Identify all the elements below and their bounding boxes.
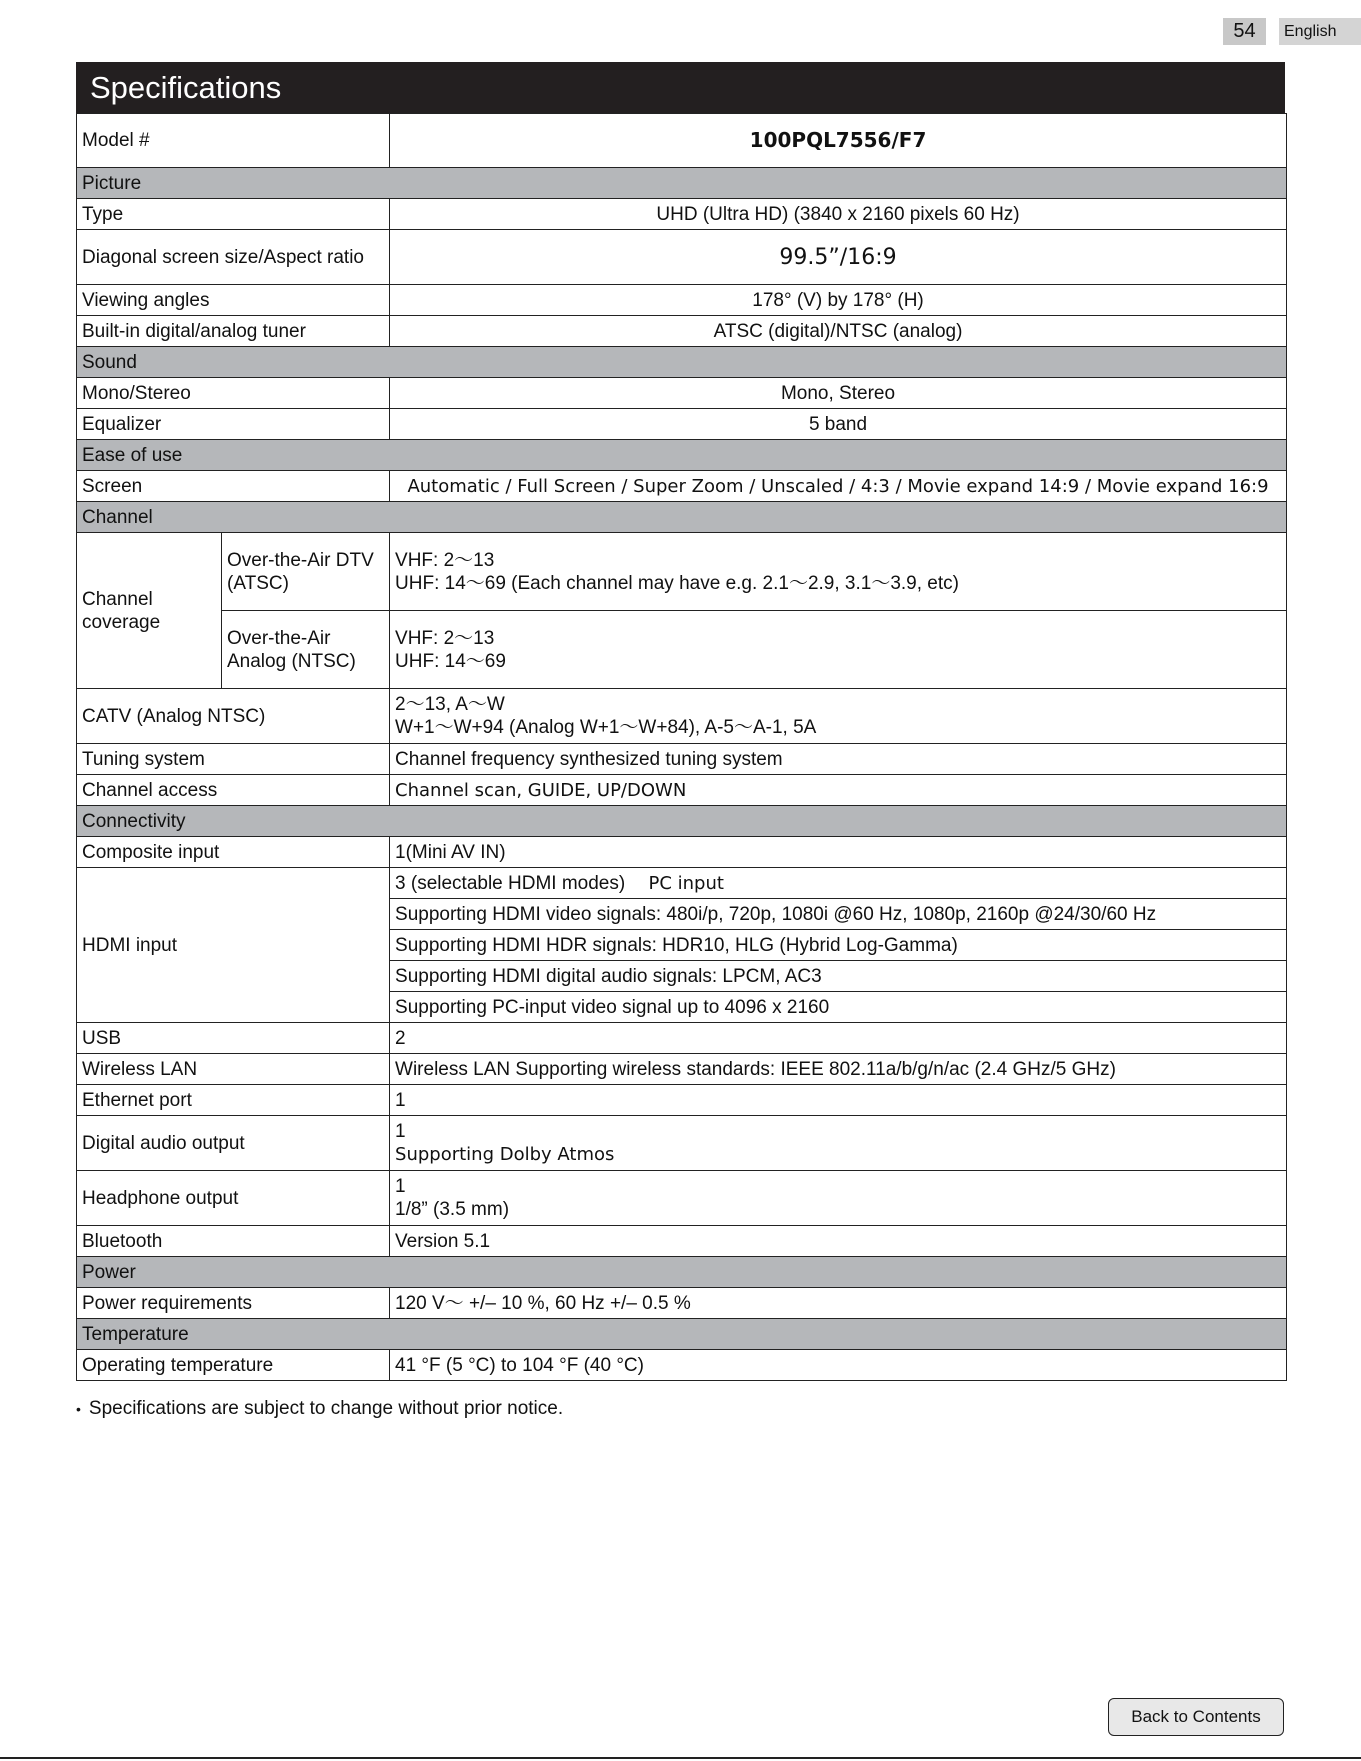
spec-label: Model # xyxy=(77,114,390,168)
section-header-channel: Channel xyxy=(77,502,1287,533)
value-line: 1 xyxy=(395,1176,406,1197)
value-line: VHF: 2～13 xyxy=(395,627,495,649)
section-header-ease-of-use: Ease of use xyxy=(77,440,1287,471)
table-row xyxy=(77,868,1287,899)
spec-label: Diagonal screen size/Aspect ratio xyxy=(77,230,390,285)
spec-label: CATV (Analog NTSC) xyxy=(77,689,390,744)
spec-label: Wireless LAN xyxy=(77,1054,390,1085)
spec-value: Wireless LAN Supporting wireless standards: IEEE 802.11a/b/g/n/ac (2.4 GHz/5 GHz) xyxy=(390,1054,1287,1085)
spec-value: Channel frequency synthesized tuning system xyxy=(390,744,1287,775)
spec-value: 1(Mini AV IN) xyxy=(390,837,1287,868)
value-text: PC input xyxy=(648,872,724,894)
table-row xyxy=(77,611,1287,689)
back-to-contents-button[interactable]: Back to Contents xyxy=(1108,1698,1284,1736)
language-label: English xyxy=(1279,18,1361,45)
spec-value: Supporting HDMI digital audio signals: LPCM, AC3 xyxy=(390,961,1287,992)
section-header-connectivity: Connectivity xyxy=(77,806,1287,837)
spec-label: USB xyxy=(77,1023,390,1054)
table-row xyxy=(77,230,1287,285)
table-row xyxy=(77,689,1287,744)
footnote-text: Specifications are subject to change without prior notice. xyxy=(88,1398,564,1419)
spec-value xyxy=(390,1116,1287,1171)
section-header-picture: Picture xyxy=(77,168,1287,199)
specifications-table xyxy=(76,113,1287,1381)
spec-label: Viewing angles xyxy=(77,285,390,316)
spec-label: Operating temperature xyxy=(77,1350,390,1381)
spec-value: Supporting PC-input video signal up to 4096 x 2160 xyxy=(390,992,1287,1023)
value-line: Supporting Dolby Atmos xyxy=(395,1144,615,1165)
spec-value: 99.5”/16:9 xyxy=(390,230,1287,285)
table-row xyxy=(77,837,1287,868)
value-line: UHF: 14～69 xyxy=(395,650,506,672)
table-row xyxy=(77,1085,1287,1116)
spec-value: 5 band xyxy=(390,409,1287,440)
section-header-power: Power xyxy=(77,1257,1287,1288)
spec-label: Composite input xyxy=(77,837,390,868)
section-header-temperature: Temperature xyxy=(77,1319,1287,1350)
spec-value xyxy=(390,1171,1287,1226)
spec-sublabel: Over-the-Air Analog (NTSC) xyxy=(222,611,390,689)
spec-label: Equalizer xyxy=(77,409,390,440)
value-line: UHF: 14～69 (Each channel may have e.g. 2.1～2.9, 3.1～3.9, etc) xyxy=(395,572,959,594)
spec-value: 1 xyxy=(390,1085,1287,1116)
table-row xyxy=(77,471,1287,502)
spec-value: 178° (V) by 178° (H) xyxy=(390,285,1287,316)
table-row xyxy=(77,1171,1287,1226)
spec-label: Power requirements xyxy=(77,1288,390,1319)
spec-label: Channel coverage xyxy=(77,533,222,689)
spec-value xyxy=(390,611,1287,689)
spec-value: 120 V～ +/– 10 %, 60 Hz +/– 0.5 % xyxy=(390,1288,1287,1319)
page-title: Specifications xyxy=(76,62,1285,113)
value-line: 1 xyxy=(395,1121,406,1142)
spec-value: Automatic / Full Screen / Super Zoom / Unscaled / 4:3 / Movie expand 14:9 / Movie expand 16:9 xyxy=(390,471,1287,502)
spec-value: Mono, Stereo xyxy=(390,378,1287,409)
spec-label: Tuning system xyxy=(77,744,390,775)
spec-value xyxy=(390,689,1287,744)
bottom-divider xyxy=(0,1757,1361,1759)
table-row xyxy=(77,1350,1287,1381)
bullet-icon: • xyxy=(76,1401,81,1417)
value-line: 1/8” (3.5 mm) xyxy=(395,1199,510,1220)
spec-value xyxy=(390,868,1287,899)
spec-value: ATSC (digital)/NTSC (analog) xyxy=(390,316,1287,347)
table-row xyxy=(77,409,1287,440)
spec-value: Version 5.1 xyxy=(390,1226,1287,1257)
spec-label: Headphone output xyxy=(77,1171,390,1226)
page-number: 54 xyxy=(1223,18,1266,45)
footnote xyxy=(76,1398,563,1420)
table-row xyxy=(77,285,1287,316)
table-row xyxy=(77,1054,1287,1085)
model-number: 100PQL7556/F7 xyxy=(390,114,1287,168)
spec-label: Ethernet port xyxy=(77,1085,390,1116)
table-row xyxy=(77,775,1287,806)
table-row xyxy=(77,1116,1287,1171)
spec-value: UHD (Ultra HD) (3840 x 2160 pixels 60 Hz) xyxy=(390,199,1287,230)
spec-label: Bluetooth xyxy=(77,1226,390,1257)
spec-label: Built-in digital/analog tuner xyxy=(77,316,390,347)
spec-value: Channel scan, GUIDE, UP/DOWN xyxy=(390,775,1287,806)
spec-label: Screen xyxy=(77,471,390,502)
spec-value: Supporting HDMI HDR signals: HDR10, HLG (Hybrid Log-Gamma) xyxy=(390,930,1287,961)
spec-label: Digital audio output xyxy=(77,1116,390,1171)
table-row xyxy=(77,114,1287,168)
table-row xyxy=(77,1023,1287,1054)
value-line: VHF: 2～13 xyxy=(395,549,495,571)
table-row xyxy=(77,1226,1287,1257)
value-text: 3 (selectable HDMI modes) xyxy=(395,872,626,894)
spec-value: 2 xyxy=(390,1023,1287,1054)
table-row xyxy=(77,533,1287,611)
spec-value: Supporting HDMI video signals: 480i/p, 720p, 1080i @60 Hz, 1080p, 2160p @24/30/60 Hz xyxy=(390,899,1287,930)
spec-value: 41 °F (5 °C) to 104 °F (40 °C) xyxy=(390,1350,1287,1381)
spec-label: Type xyxy=(77,199,390,230)
table-row xyxy=(77,744,1287,775)
table-row xyxy=(77,316,1287,347)
spec-sublabel: Over-the-Air DTV (ATSC) xyxy=(222,533,390,611)
spec-label: HDMI input xyxy=(77,868,390,1023)
table-row xyxy=(77,199,1287,230)
value-line: 2～13, A～W xyxy=(395,694,505,715)
table-row xyxy=(77,1288,1287,1319)
value-line: W+1～W+94 (Analog W+1～W+84), A-5～A-1, 5A xyxy=(395,717,817,738)
table-row xyxy=(77,378,1287,409)
spec-label: Channel access xyxy=(77,775,390,806)
section-header-sound: Sound xyxy=(77,347,1287,378)
spec-label: Mono/Stereo xyxy=(77,378,390,409)
spec-value xyxy=(390,533,1287,611)
